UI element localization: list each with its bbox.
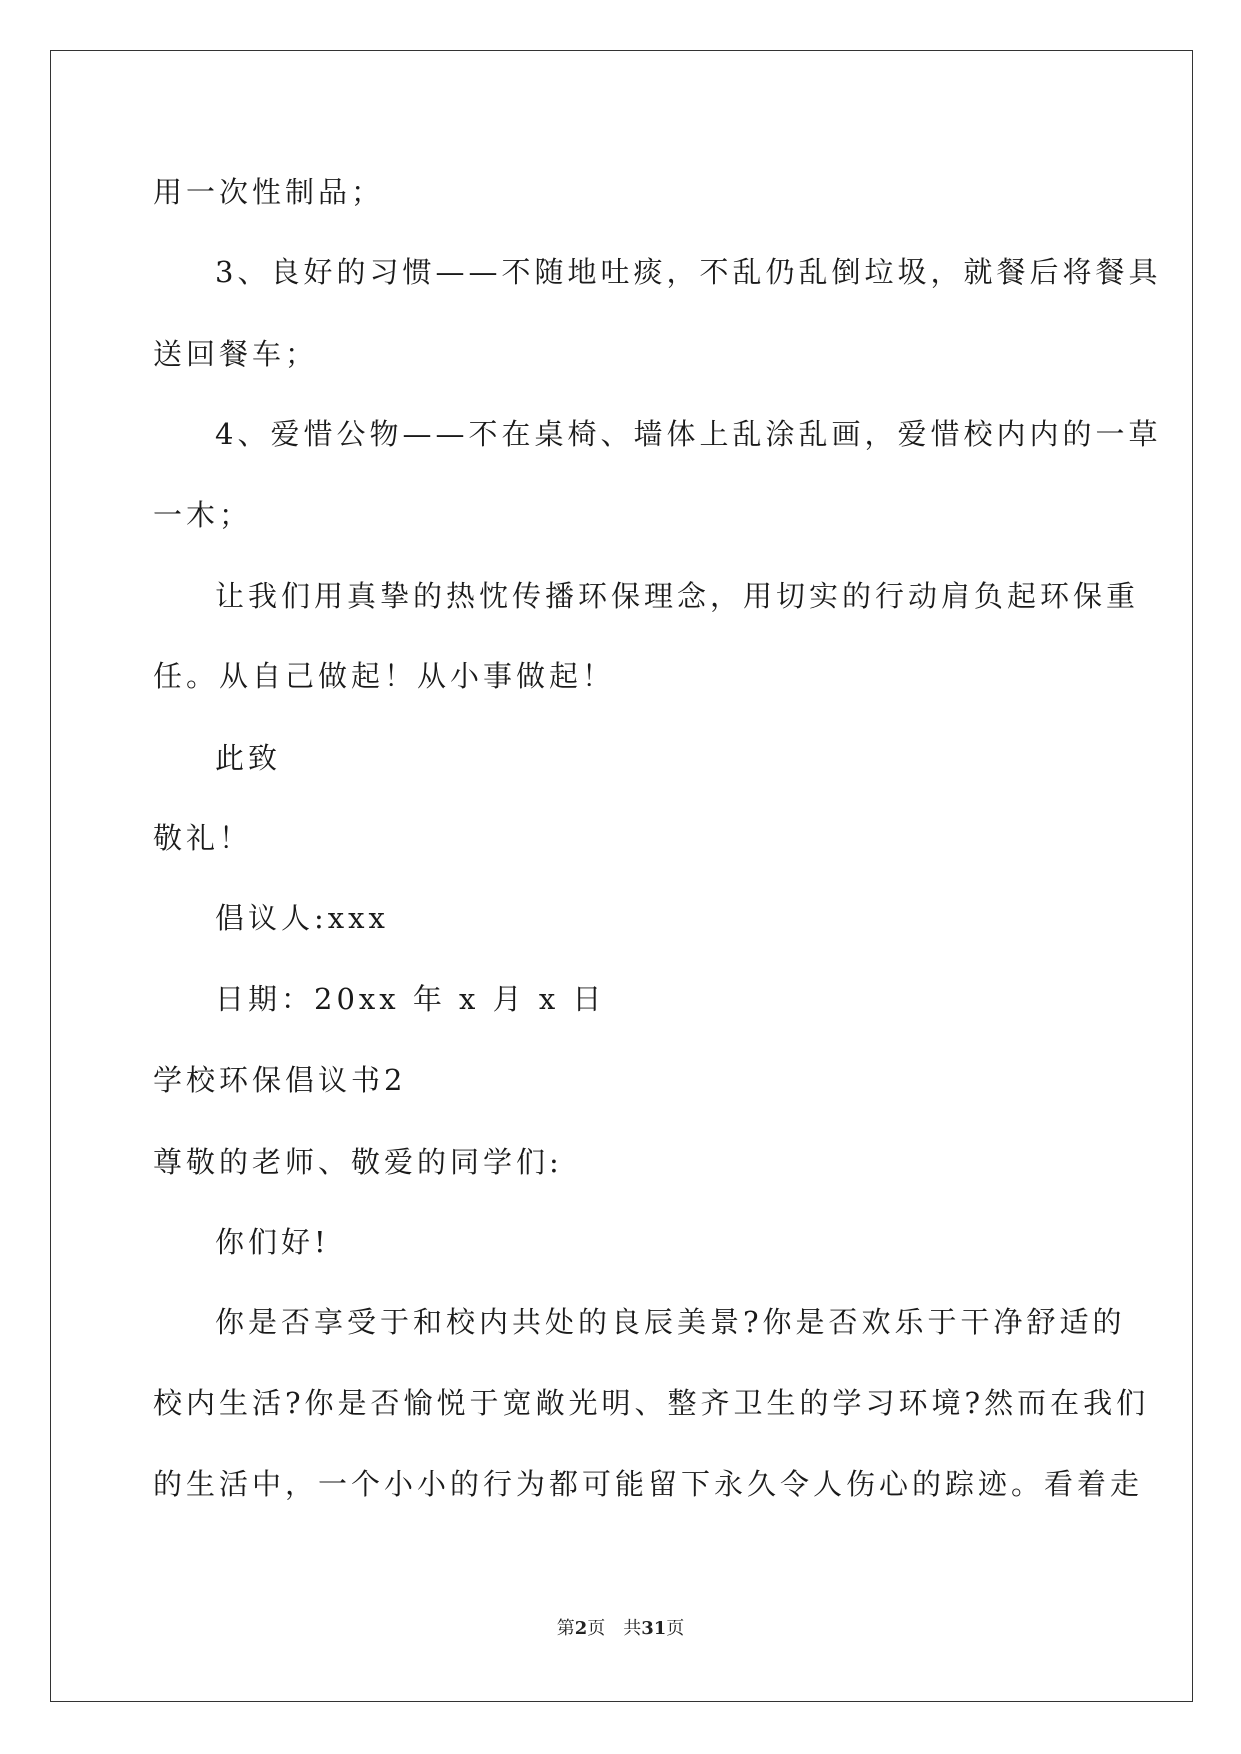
text-line-6: 让我们用真挚的热忱传播环保理念，用切实的行动肩负起环保重 bbox=[215, 579, 1140, 613]
text-line-5: 一木； bbox=[153, 498, 253, 532]
page-footer bbox=[0, 1614, 1241, 1640]
footer-total-pages: 31 bbox=[641, 1618, 667, 1639]
text-line-17: 的生活中，一个小小的行为都可能留下永久令人伤心的踪迹。看着走 bbox=[153, 1467, 1144, 1501]
text-line-11: 日期：20xx 年 x 月 x 日 bbox=[215, 982, 606, 1016]
text-line-10: 倡议人:xxx bbox=[215, 901, 389, 935]
text-line-2: 3、良好的习惯——不随地吐痰，不乱仍乱倒垃圾，就餐后将餐具 bbox=[215, 255, 1162, 289]
footer-mid: 页 共 bbox=[587, 1618, 642, 1639]
page-border bbox=[50, 50, 1193, 1702]
text-line-1: 用一次性制品； bbox=[153, 175, 385, 209]
text-line-3: 送回餐车； bbox=[153, 337, 319, 371]
text-line-4: 4、爱惜公物——不在桌椅、墙体上乱涂乱画，爱惜校内内的一草 bbox=[215, 417, 1162, 451]
text-line-14: 你们好! bbox=[215, 1225, 330, 1259]
text-line-7: 任。从自己做起！从小事做起！ bbox=[153, 659, 616, 693]
text-line-9: 敬礼！ bbox=[153, 821, 253, 855]
text-line-16: 校内生活?你是否愉悦于宽敞光明、整齐卫生的学习环境?然而在我们 bbox=[153, 1386, 1150, 1420]
text-line-13: 尊敬的老师、敬爱的同学们: bbox=[153, 1145, 563, 1179]
footer-suffix: 页 bbox=[666, 1618, 685, 1639]
text-line-15: 你是否享受于和校内共处的良辰美景?你是否欢乐于干净舒适的 bbox=[215, 1305, 1126, 1339]
footer-prefix: 第 bbox=[556, 1618, 575, 1639]
text-line-8: 此致 bbox=[215, 741, 282, 775]
section-title: 学校环保倡议书2 bbox=[153, 1063, 407, 1097]
footer-current-page: 2 bbox=[574, 1618, 588, 1639]
